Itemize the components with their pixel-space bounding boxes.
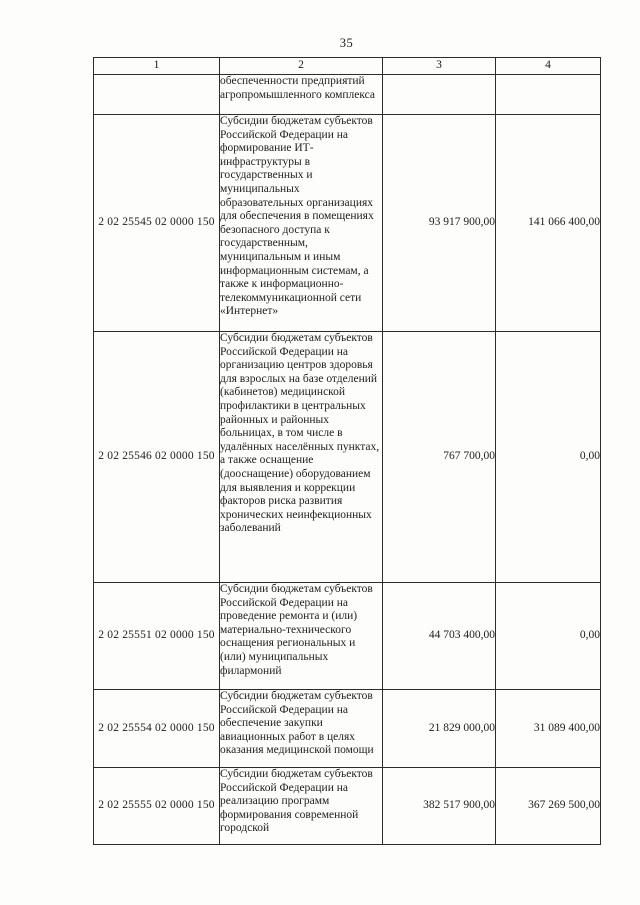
table-header-row [94,58,601,75]
table-row [94,75,601,115]
table-row [94,690,601,768]
amount-cell-col3: 767 700,00 [383,332,496,583]
table-row [94,332,601,583]
amount-cell-col4 [496,75,601,115]
amount-cell-col3: 93 917 900,00 [383,115,496,332]
amount-cell-col4: 0,00 [496,332,601,583]
description-cell: обеспеченности предприятий агропромышленного комплекса [220,75,383,115]
code-cell: 2 02 25551 02 0000 150 [94,583,220,690]
code-cell: 2 02 25545 02 0000 150 [94,115,220,332]
amount-cell-col3: 382 517 900,00 [383,768,496,845]
code-cell [94,75,220,115]
column-header-4: 4 [496,58,601,75]
description-cell: Субсидии бюджетам субъектов Российской Федерации на реализацию программ формирования современной городской [220,768,383,845]
code-cell: 2 02 25554 02 0000 150 [94,690,220,768]
table-row [94,115,601,332]
amount-cell-col3: 44 703 400,00 [383,583,496,690]
column-header-1: 1 [94,58,220,75]
amount-cell-col4: 0,00 [496,583,601,690]
description-cell: Субсидии бюджетам субъектов Российской Федерации на организацию центров здоровья для взрослых на базе отделений (кабинетов) медицинской профилактики в центральных районных и районных больницах, в том числе в удалённых населённых пунктах, а также оснащение (дооснащение) оборудованием для выявления и коррекции факторов риска развития хронических неинфекционных заболеваний [220,332,383,583]
amount-cell-col3: 21 829 000,00 [383,690,496,768]
amount-cell-col4: 141 066 400,00 [496,115,601,332]
table-row [94,583,601,690]
description-cell: Субсидии бюджетам субъектов Российской Федерации на формирование ИТ-инфраструктуры в государственных и муниципальных образовательных организациях для обеспечения в помещениях безопасного доступа к государственным, муниципальным и иным информационным системам, а также к информационно-телекоммуникационной сети «Интернет» [220,115,383,332]
amount-cell-col4: 31 089 400,00 [496,690,601,768]
column-header-2: 2 [220,58,383,75]
description-cell: Субсидии бюджетам субъектов Российской Федерации на обеспечение закупки авиационных работ в целях оказания медицинской помощи [220,690,383,768]
description-cell: Субсидии бюджетам субъектов Российской Федерации на проведение ремонта и (или) материально-технического оснащения региональных и (или) муниципальных филармоний [220,583,383,690]
column-header-3: 3 [383,58,496,75]
page-number: 35 [339,36,354,50]
table-row [94,768,601,845]
amount-cell-col3 [383,75,496,115]
code-cell: 2 02 25546 02 0000 150 [94,332,220,583]
amount-cell-col4: 367 269 500,00 [496,768,601,845]
budget-codes-table [93,57,601,845]
code-cell: 2 02 25555 02 0000 150 [94,768,220,845]
